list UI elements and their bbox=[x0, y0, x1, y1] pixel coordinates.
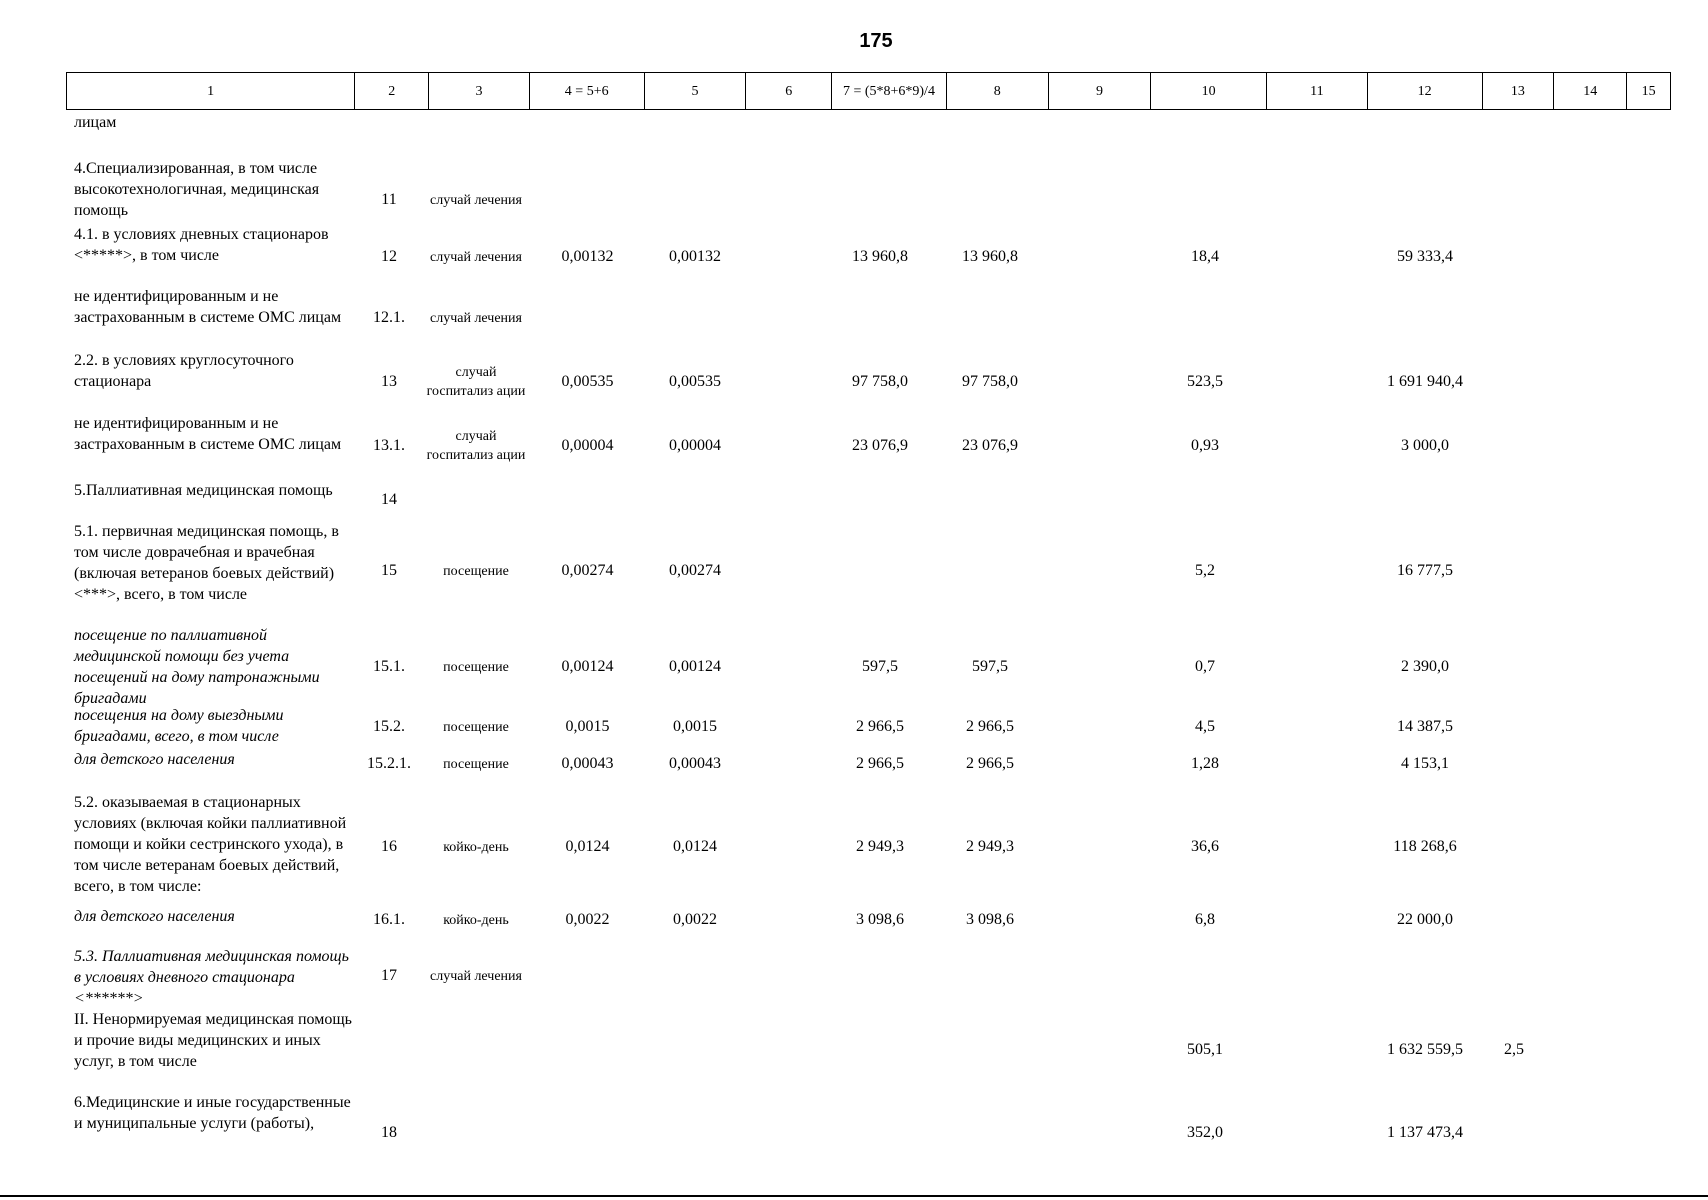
page-bottom-edge bbox=[0, 1195, 1708, 1197]
row-value-c7: 13 960,8 bbox=[852, 248, 908, 265]
row-value-c12: 2 390,0 bbox=[1401, 658, 1449, 675]
row-name: 4.1. в условиях дневных стационаров <*****>, в том числе bbox=[74, 226, 329, 264]
row-value-c12 bbox=[1370, 480, 1480, 520]
table-row bbox=[0, 112, 1708, 134]
row-value-c8: 597,5 bbox=[972, 658, 1008, 675]
row-number bbox=[360, 112, 418, 134]
row-value-c7 bbox=[835, 480, 925, 520]
table-row bbox=[0, 906, 1708, 934]
row-value-c5: 0,00274 bbox=[669, 562, 721, 579]
row-value-c7 bbox=[835, 112, 925, 134]
row-value-c12: 59 333,4 bbox=[1397, 248, 1453, 265]
header-col-13: 13 bbox=[1483, 73, 1555, 109]
row-value-c12: 1 691 940,4 bbox=[1387, 373, 1463, 390]
table-row bbox=[0, 1092, 1708, 1174]
row-value-c4 bbox=[530, 1009, 645, 1091]
row-value-c8: 23 076,9 bbox=[962, 437, 1018, 454]
row-unit bbox=[425, 1009, 527, 1091]
row-value-c13 bbox=[1490, 286, 1538, 350]
row-value-c8 bbox=[945, 1092, 1035, 1174]
table-row bbox=[0, 286, 1708, 350]
row-value-c4: 0,0022 bbox=[565, 911, 610, 928]
row-value-c10: 352,0 bbox=[1187, 1124, 1223, 1141]
row-value-c10: 5,2 bbox=[1195, 562, 1215, 579]
header-col-12: 12 bbox=[1368, 73, 1483, 109]
row-name: не идентифицированным и не застрахованным в системе ОМС лицам bbox=[74, 415, 342, 453]
table-row bbox=[0, 792, 1708, 902]
row-number: 11 bbox=[381, 191, 397, 208]
row-value-c7 bbox=[835, 1092, 925, 1174]
row-value-c13 bbox=[1490, 625, 1538, 709]
row-number: 15 bbox=[381, 562, 397, 579]
row-value-c13 bbox=[1490, 946, 1538, 1006]
row-unit: случай госпитализ ации bbox=[426, 429, 526, 463]
row-value-c8 bbox=[945, 286, 1035, 350]
header-col-9: 9 bbox=[1049, 73, 1152, 109]
header-col-6: 6 bbox=[746, 73, 832, 109]
table-row bbox=[0, 749, 1708, 779]
row-value-c8: 2 949,3 bbox=[966, 838, 1014, 855]
row-value-c7: 23 076,9 bbox=[852, 437, 908, 454]
row-value-c12: 14 387,5 bbox=[1397, 718, 1453, 735]
row-name: 4.Специализированная, в том числе высокотехнологичная, медицинская помощь bbox=[74, 160, 320, 219]
row-value-c10: 6,8 bbox=[1195, 911, 1215, 928]
row-value-c12: 4 153,1 bbox=[1401, 755, 1449, 772]
row-value-c4: 0,0124 bbox=[565, 838, 610, 855]
row-unit: посещение bbox=[443, 719, 509, 735]
row-value-c13 bbox=[1490, 1092, 1538, 1174]
row-value-c5: 0,00535 bbox=[669, 373, 721, 390]
row-name: 5.Паллиативная медицинская помощь bbox=[74, 482, 333, 499]
header-col-4: 4 = 5+6 bbox=[530, 73, 645, 109]
row-value-c7: 3 098,6 bbox=[856, 911, 904, 928]
table-row bbox=[0, 224, 1708, 290]
row-unit bbox=[425, 1092, 527, 1174]
row-number bbox=[360, 1009, 418, 1091]
row-value-c10 bbox=[1160, 286, 1250, 350]
row-value-c10 bbox=[1160, 946, 1250, 1006]
row-value-c12 bbox=[1370, 946, 1480, 1006]
row-value-c7: 2 966,5 bbox=[856, 755, 904, 772]
row-number: 16 bbox=[381, 838, 397, 855]
table-row bbox=[0, 350, 1708, 414]
row-name: не идентифицированным и не застрахованным в системе ОМС лицам bbox=[74, 288, 342, 326]
row-value-c12: 1 632 559,5 bbox=[1387, 1041, 1463, 1058]
row-name: 5.2. оказываемая в стационарных условиях (включая койки паллиативной помощи и койки сестринского ухода), в том числе ветеранам боевых действий, всего, в том числе: bbox=[74, 794, 347, 895]
row-value-c5 bbox=[640, 286, 750, 350]
header-col-11: 11 bbox=[1267, 73, 1368, 109]
row-value-c10: 4,5 bbox=[1195, 718, 1215, 735]
row-value-c4: 0,00535 bbox=[561, 373, 614, 390]
row-unit: посещение bbox=[443, 756, 509, 772]
row-value-c5: 0,0022 bbox=[673, 911, 717, 928]
row-name: для детского населения bbox=[74, 751, 235, 768]
row-value-c4: 0,00043 bbox=[561, 755, 614, 772]
row-name: II. Ненормируемая медицинская помощь и прочие виды медицинских и иных услуг, в том числе bbox=[74, 1011, 352, 1070]
row-unit: посещение bbox=[443, 563, 509, 579]
row-unit: случай госпитализ ации bbox=[426, 365, 526, 399]
row-value-c12 bbox=[1370, 286, 1480, 350]
header-col-2: 2 bbox=[355, 73, 429, 109]
row-value-c8 bbox=[945, 521, 1035, 621]
row-value-c4: 0,00274 bbox=[561, 562, 614, 579]
row-value-c13 bbox=[1490, 350, 1538, 414]
row-value-c10: 523,5 bbox=[1187, 373, 1223, 390]
row-value-c4 bbox=[530, 480, 645, 520]
row-number: 15.1. bbox=[373, 658, 405, 675]
table-row bbox=[0, 413, 1708, 479]
table-row bbox=[0, 625, 1708, 709]
row-name: 5.3. Паллиативная медицинская помощь в условиях дневного стационара <******> bbox=[74, 948, 349, 1007]
row-value-c10: 0,93 bbox=[1191, 437, 1219, 454]
row-value-c7: 97 758,0 bbox=[852, 373, 908, 390]
header-col-8: 8 bbox=[947, 73, 1049, 109]
row-value-c13 bbox=[1490, 224, 1538, 290]
row-value-c5: 0,0015 bbox=[673, 718, 717, 735]
row-unit: посещение bbox=[443, 659, 509, 675]
row-unit bbox=[425, 112, 527, 134]
row-value-c12: 3 000,0 bbox=[1401, 437, 1449, 454]
row-value-c10: 0,7 bbox=[1195, 658, 1215, 675]
row-name: для детского населения bbox=[74, 908, 235, 925]
row-value-c8: 2 966,5 bbox=[966, 718, 1014, 735]
row-value-c8: 2 966,5 bbox=[966, 755, 1014, 772]
row-unit: случай лечения bbox=[430, 192, 522, 208]
row-value-c5 bbox=[640, 480, 750, 520]
row-number: 15.2.1. bbox=[367, 755, 411, 772]
row-name: 6.Медицинские и иные государственные и муниципальные услуги (работы), bbox=[74, 1094, 351, 1132]
row-value-c13: 2,5 bbox=[1504, 1041, 1524, 1058]
row-value-c8 bbox=[945, 1009, 1035, 1091]
row-value-c10 bbox=[1160, 480, 1250, 520]
row-value-c5: 0,0124 bbox=[673, 838, 717, 855]
row-value-c10: 18,4 bbox=[1191, 248, 1219, 265]
row-value-c7: 597,5 bbox=[862, 658, 898, 675]
row-number: 14 bbox=[381, 491, 397, 508]
row-value-c5: 0,00124 bbox=[669, 658, 721, 675]
row-value-c12: 118 268,6 bbox=[1393, 838, 1457, 855]
header-col-5: 5 bbox=[645, 73, 747, 109]
header-col-14: 14 bbox=[1554, 73, 1627, 109]
row-name: посещения на дому выездными бригадами, всего, в том числе bbox=[74, 707, 284, 745]
row-value-c8: 13 960,8 bbox=[962, 248, 1018, 265]
row-name: лицам bbox=[74, 114, 117, 131]
page-number: 175 bbox=[859, 30, 893, 52]
row-value-c13 bbox=[1490, 792, 1538, 902]
row-value-c10 bbox=[1160, 112, 1250, 134]
row-name: посещение по паллиативной медицинской помощи без учета посещений на дому патронажными бригадами bbox=[74, 627, 320, 707]
row-value-c12: 22 000,0 bbox=[1397, 911, 1453, 928]
header-col-3: 3 bbox=[429, 73, 530, 109]
row-value-c5: 0,00132 bbox=[669, 248, 721, 265]
row-value-c10: 1,28 bbox=[1191, 755, 1219, 772]
row-value-c13 bbox=[1490, 480, 1538, 520]
table-row bbox=[0, 946, 1708, 1006]
row-value-c4: 0,00004 bbox=[561, 437, 614, 454]
row-unit: случай лечения bbox=[430, 968, 522, 984]
table-row bbox=[0, 705, 1708, 749]
row-number: 13 bbox=[381, 373, 397, 390]
row-unit: случай лечения bbox=[430, 310, 522, 326]
row-unit: случай лечения bbox=[430, 249, 522, 265]
row-value-c4 bbox=[530, 946, 645, 1006]
row-number: 15.2. bbox=[373, 718, 405, 735]
row-value-c4: 0,00124 bbox=[561, 658, 614, 675]
row-value-c5 bbox=[640, 946, 750, 1006]
row-value-c8 bbox=[945, 480, 1035, 520]
row-value-c7 bbox=[835, 946, 925, 1006]
row-value-c7 bbox=[835, 286, 925, 350]
row-value-c5: 0,00043 bbox=[669, 755, 721, 772]
row-value-c7 bbox=[835, 521, 925, 621]
row-value-c8 bbox=[945, 112, 1035, 134]
row-value-c13 bbox=[1490, 906, 1538, 934]
row-value-c13 bbox=[1490, 521, 1538, 621]
table-row bbox=[0, 480, 1708, 520]
row-value-c7: 2 949,3 bbox=[856, 838, 904, 855]
row-number: 12 bbox=[381, 248, 397, 265]
row-value-c5 bbox=[640, 1009, 750, 1091]
row-value-c12: 16 777,5 bbox=[1397, 562, 1453, 579]
row-value-c5: 0,00004 bbox=[669, 437, 721, 454]
row-name: 2.2. в условиях круглосуточного стационара bbox=[74, 352, 294, 390]
table-header bbox=[66, 72, 1671, 110]
row-unit: койко-день bbox=[443, 912, 509, 928]
row-unit: койко-день bbox=[443, 839, 509, 855]
row-number: 12.1. bbox=[373, 309, 405, 326]
row-value-c10: 36,6 bbox=[1191, 838, 1219, 855]
row-value-c8: 3 098,6 bbox=[966, 911, 1014, 928]
header-col-1: 1 bbox=[67, 73, 355, 109]
row-name: 5.1. первичная медицинская помощь, в том числе доврачебная и врачебная (включая ветеранов боевых действий) <***>, всего, в том числе bbox=[74, 523, 339, 603]
row-number: 13.1. bbox=[373, 437, 405, 454]
header-col-10: 10 bbox=[1151, 73, 1267, 109]
row-value-c13 bbox=[1490, 749, 1538, 779]
row-value-c4: 0,0015 bbox=[565, 718, 610, 735]
header-col-15: 15 bbox=[1641, 83, 1656, 99]
row-number: 17 bbox=[381, 967, 397, 984]
row-value-c4 bbox=[530, 112, 645, 134]
row-value-c4 bbox=[530, 286, 645, 350]
row-value-c4: 0,00132 bbox=[561, 248, 614, 265]
row-value-c13 bbox=[1490, 705, 1538, 749]
row-value-c12: 1 137 473,4 bbox=[1387, 1124, 1463, 1141]
row-value-c10: 505,1 bbox=[1187, 1041, 1223, 1058]
row-value-c8: 97 758,0 bbox=[962, 373, 1018, 390]
table-row bbox=[0, 1009, 1708, 1091]
row-value-c7: 2 966,5 bbox=[856, 718, 904, 735]
row-value-c5 bbox=[640, 112, 750, 134]
row-value-c7 bbox=[835, 1009, 925, 1091]
row-value-c8 bbox=[945, 946, 1035, 1006]
row-number: 18 bbox=[381, 1124, 397, 1141]
table-row bbox=[0, 521, 1708, 621]
row-unit bbox=[425, 480, 527, 520]
row-value-c13 bbox=[1490, 413, 1538, 479]
row-value-c4 bbox=[530, 1092, 645, 1174]
header-col-7: 7 = (5*8+6*9)/4 bbox=[832, 73, 947, 109]
row-value-c13 bbox=[1490, 112, 1538, 134]
row-number: 16.1. bbox=[373, 911, 405, 928]
row-value-c5 bbox=[640, 1092, 750, 1174]
row-value-c12 bbox=[1370, 112, 1480, 134]
